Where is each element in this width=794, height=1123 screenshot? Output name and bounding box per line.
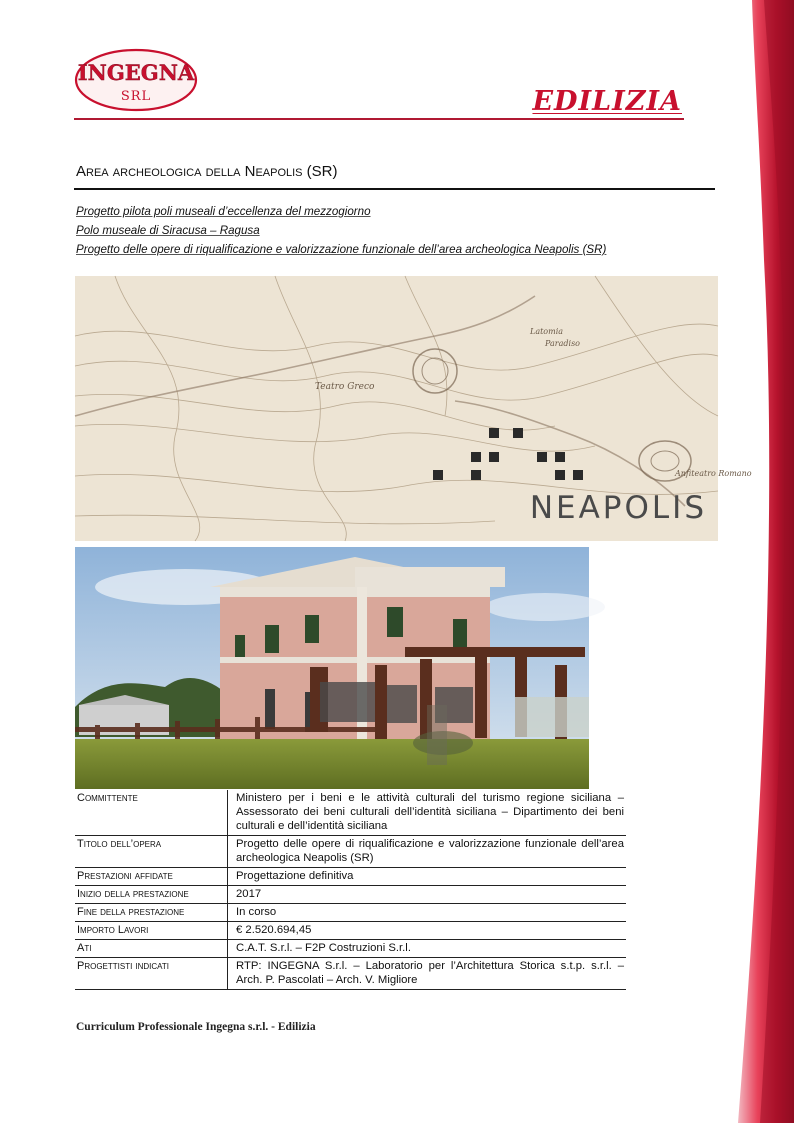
map-brand: NEAPOLIS [529,490,707,526]
map-label: Teatro Greco [315,382,375,392]
decorative-ribbon [734,0,794,1123]
row-key: Committente [75,790,228,836]
historic-map-image [75,276,752,541]
table-row [75,868,626,886]
row-value: Ministero per i beni e le attività culturali del turismo regione siciliana – Assessorato dei beni culturali dell’identità siciliana – Dipartimento dei beni culturali e dell’identità siciliana [228,790,627,836]
map-label: Anfiteatro Romano [675,469,752,478]
table-row [75,940,626,958]
row-key: Inizio della prestazione [75,886,228,904]
company-logo [74,48,198,112]
subtitle-line: Polo museale di Siracusa – Ragusa [76,224,260,237]
row-value: In corso [228,904,627,922]
row-value: 2017 [228,886,627,904]
table-row [75,922,626,940]
section-label: EDILIZIA [532,86,682,117]
row-key: Fine della prestazione [75,904,228,922]
project-title: Area archeologica della Neapolis (SR) [76,163,338,180]
logo-name: INGEGNA [77,60,195,85]
row-value: € 2.520.694,45 [228,922,627,940]
logo-suffix: SRL [120,89,152,104]
row-key: Prestazioni affidate [75,868,228,886]
row-value: Progettazione definitiva [228,868,627,886]
map-label: Latomia [530,327,564,336]
table-row [75,904,626,922]
page-footer: Curriculum Professionale Ingegna s.r.l. - Edilizia [76,1021,316,1033]
row-key: Ati [75,940,228,958]
row-key: Progettisti indicati [75,958,228,990]
row-value: Progetto delle opere di riqualificazione e valorizzazione funzionale dell’area archeologica Neapolis (SR) [228,836,627,868]
row-value: RTP: INGEGNA S.r.l. – Laboratorio per l’Architettura Storica s.t.p. s.r.l. – Arch. P. Pascolati – Arch. V. Migliore [228,958,627,990]
table-row [75,790,626,836]
table-row [75,836,626,868]
row-key: Importo Lavori [75,922,228,940]
header-divider [74,118,684,120]
title-divider [74,188,715,190]
map-label: Paradiso [545,339,580,348]
table-row [75,958,626,990]
project-info-table [75,790,626,990]
building-render-image [75,547,589,789]
row-value: C.A.T. S.r.l. – F2P Costruzioni S.r.l. [228,940,627,958]
subtitle-line: Progetto pilota poli museali d’eccellenza del mezzogiorno [76,205,371,218]
table-row [75,886,626,904]
row-key: Titolo dell’opera [75,836,228,868]
project-subtitles [76,202,716,259]
subtitle-line: Progetto delle opere di riqualificazione e valorizzazione funzionale dell’area archeologica Neapolis (SR) [76,243,607,256]
